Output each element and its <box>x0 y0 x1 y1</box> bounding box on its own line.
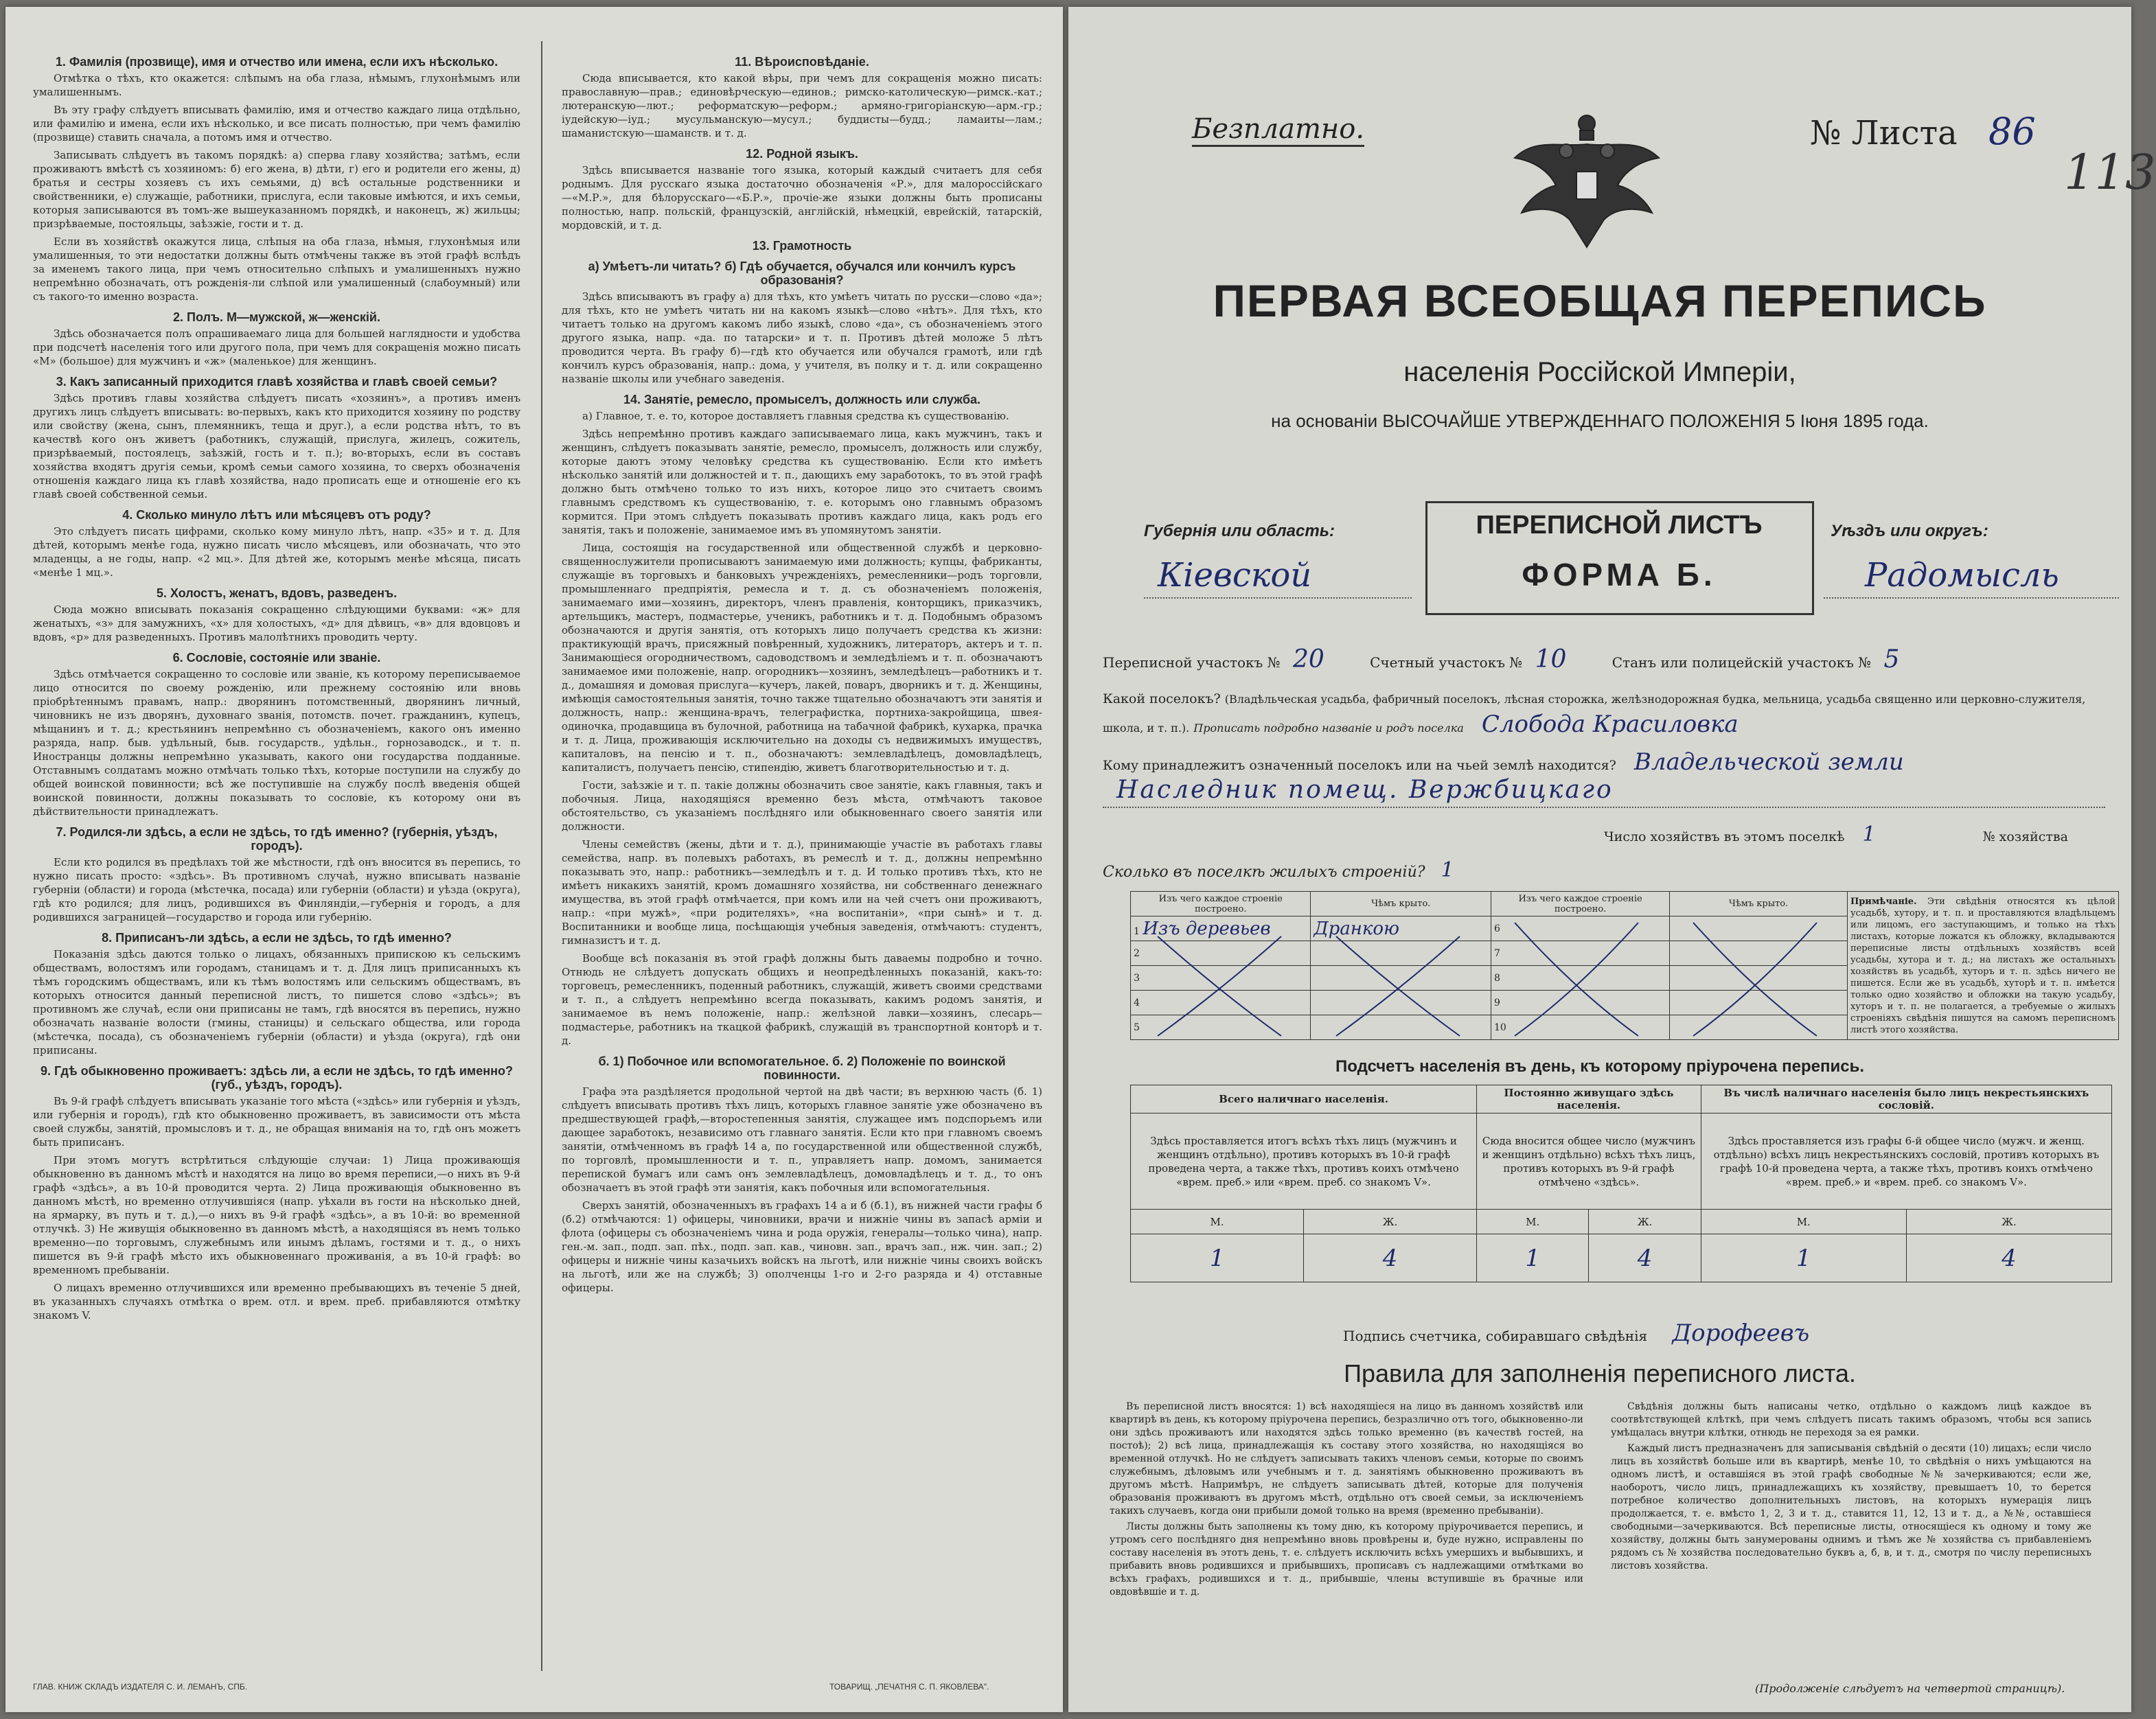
buildings-note: Примѣчаніе. Эти свѣдѣнія относятся къ цѣлой усадьбѣ, хутору, и т. п. и проставляются владѣльцемъ или лицомъ, его заступающимъ, и только на тѣхъ листахъ, которые ложатся къ обложку, вкладываются переписные листы отдѣльныхъ хозяйствъ всей усадьбы, хутора и т. д.; на листахъ же остальныхъ хозяйствъ въ усадьбѣ, хуторъ и т. п. здѣсь ничего не пишется. Если же въ усадьбѣ, хуторѣ и т. п. имѣется только одно хозяйство и обложки на такую усадьбу, хуторъ и т. п. не полагается, а требуемые о жилыхъ строеніяхъ свѣдѣнія пишутся на самомъ переписномъ листѣ этого хозяйства. <box>1847 892 2118 1040</box>
rule-paragraph: Въ переписной листъ вносятся: 1) всѣ находящіеся на лицо въ данномъ хозяйствѣ или квартирѣ въ день, къ которому пріурочена перепись, безразлично отъ того, обыкновенно-ли они здѣсь проживаютъ или находятся здѣсь только временно (въ качествѣ гостей, на постоѣ); 2) всѣ лица, принадлежащія къ составу этого хозяйства, но находящіяся во временной отлучкѣ. Но не слѣдуетъ записывать такихъ членовъ семьи, которые по своимъ служебнымъ, дѣловымъ или учебнымъ и т. д. занятіямъ обыкновенно проживаютъ въ другомъ мѣстѣ. Напримѣръ, не слѣдуетъ записывать дѣтей, которые для полученія образованія проживаютъ въ другомъ мѣстѣ, отдѣльно отъ своей семьи, за исключеніемъ такихъ случаевъ, когда они прибыли домой только на время (временно пребываніи). <box>1110 1401 1583 1516</box>
buildings-row: Сколько въ поселкѣ жилыхъ строеній? 1 <box>1103 858 1454 882</box>
instruction-paragraph: Если въ хозяйствѣ окажутся лица, слѣпыя на оба глаза, нѣмыя, глухонѣмыя или умалишенныя, то эти недостатки должны быть отмѣчены также въ этой графѣ вслѣдъ за именемъ такого лица, при чемъ относительно слѣпыхъ и умалишенныхъ нужно непремѣнно обозначать, отъ рожденія-ли слѣпой или умалишенный (слабоумный) или съ такого-то именно возраста. <box>33 235 520 303</box>
pop-head-present: Всего наличнаго населенія. <box>1131 1085 1477 1114</box>
permanent-women-value: 4 <box>1589 1234 1701 1282</box>
instruction-paragraph: Вообще всѣ показанія въ этой графѣ должны быть даваемы подробно и точно. Отнюдь не слѣдуетъ допускать общихъ и неопредѣленныхъ показаній, какъ-то: торговецъ, ремесленникъ, поденный работникъ, служащій, живетъ своими средствами и т. п., а слѣдуетъ непремѣнно всегда показывать, какимъ родомъ занятія, и занимаемое въ немъ положеніе, напр.: желѣзной лавки—хозяинъ, слесарь—подмастерье, работникъ на ткацкой фабрикѣ, служащій въ транспортной конторѣ и т. д. <box>562 952 1042 1047</box>
instructions-column-1 <box>33 48 520 1326</box>
rule-paragraph: Листы должны быть заполнены къ тому дню, къ которому пріурочивается перепись, и утромъ сего послѣдняго дня непремѣнно вновь провѣрены и, буде нужно, исправлены по составу населенія въ этотъ день, т. е. слѣдуетъ исключить всѣхъ умершихъ и выбывшихъ, и прибавить вновь родившихся и прибывшихъ, прописавъ съ надлежащими отмѣтками во всѣхъ графахъ, родившихся и т. д., прибывшіе, члены вступившіе въ брачные или овдовѣвшіе и т. д. <box>1110 1521 1583 1597</box>
pop-desc-permanent: Сюда вносится общее число (мужчинъ и женщинъ отдѣльно) всѣхъ тѣхъ лицъ, противъ которыхъ въ 9-й графѣ отмѣчено «здѣсь». <box>1477 1114 1701 1210</box>
permanent-men-value: 1 <box>1477 1234 1589 1282</box>
owner-value-1: Владельческой земли <box>1633 748 1904 776</box>
nonpeasant-men-value: 1 <box>1701 1234 1906 1282</box>
instruction-heading: 7. Родился-ли здѣсь, а если не здѣсь, то гдѣ именно? (губернія, уѣздъ, городъ). <box>56 825 498 853</box>
population-table: Всего наличнаго населенія. Постоянно живущаго здѣсь населенія. Въ числѣ наличнаго населенія было лицъ некрестьянскихъ сословій. Здѣсь проставляется итогъ всѣхъ тѣхъ лицъ (мужчинъ и женщинъ отдѣльно), противъ которыхъ въ 10-й графѣ проведена черта, а также тѣхъ, противъ коихъ отмѣчено «врем. преб.» или «врем. преб. со знакомъ V». Сюда вносится общее число (мужчинъ и женщинъ отдѣльно) всѣхъ тѣхъ лицъ, противъ которыхъ въ 9-й графѣ отмѣчено «здѣсь». Здѣсь проставляется изъ графы 6-й общее число (мужч. и женщ. отдѣльно) всѣхъ лицъ некрестьянскихъ сословій, противъ которыхъ въ графѣ 10-й проведена черта, а также тѣхъ, противъ коихъ отмѣчено «врем. преб.» и «врем. преб. со знакомъ V». М. Ж. М. Ж. М. Ж. 1 4 1 4 1 4 <box>1130 1085 2112 1282</box>
free-stamp: Безплатно. <box>1192 113 1364 147</box>
bld-row-1: 1 Изъ деревьев <box>1131 916 1311 941</box>
instruction-paragraph: Въ эту графу слѣдуетъ вписывать фамилію, имя и отчество каждаго лица отдѣльно, или фамилію и имена, если ихъ нѣсколько, и все писать полностью, при чемъ фамилію (прозвище) ставить сначала, а потомъ имя и отчество. <box>33 104 520 143</box>
instruction-paragraph: Здѣсь отмѣчается сокращенно то сословіе или званіе, къ которому переписываемое лицо относится по своему рожденію, или прежнему состоянію или вновь пріобрѣтеннымъ правамъ, напр.: дворянинъ потомственный, дворянинъ личный, чиновникъ не изъ дворянъ, духовнаго званія, потомств. почет. гражданинъ, купецъ, мѣщанинъ и т. д.; крестьянинъ непремѣнно съ обозначеніемъ, какого онъ именно разряда, напр. быв. удѣльный, быв. государств., удѣльн., горнозаводск., и т. п. Иностранцы должны непремѣнно указывать, какого они государства подданные. Отставнымъ солдатамъ можно отмѣчать только тѣхъ, которые поступили на службу до общей воинской повинности; всѣ же поступившіе на службу послѣ введенія общей воинской повинности, должны показывать то сословіе, къ которому они въ дѣйствительности принадлежатъ. <box>33 668 520 818</box>
instruction-heading: 3. Какъ записанный приходится главѣ хозяйства и главѣ своей семьи? <box>56 375 498 389</box>
instruction-paragraph: При этомъ могутъ встрѣтиться слѣдующіе случаи: 1) Лица проживающія обыкновенно въ данномъ мѣстѣ и находятся на лицо во время переписи,—о нихъ въ 9-й графѣ «здѣсь», а въ 10-й проводится черта. 2) Лица проживающія обыкновенно въ данномъ мѣстѣ, но временно отлучившіяся (напр. уѣхали въ гости на нѣсколько дней, на ярмарку, въ путь и т. д.),—о нихъ въ 9-й графѣ «здѣсь», а въ 10-й: во временной отлучкѣ. 3) Не живущія обыкновенно въ данномъ мѣстѣ, а находящіяся въ немъ только временно—по торговымъ, служебнымъ или инымъ дѣламъ, гостями и т. д., о нихъ пишется въ 9-й графѣ мѣсто ихъ обыкновеннаго проживанія, а въ 10-й графѣ: во временномъ пребываніи. <box>33 1154 520 1276</box>
census-title: ПЕРВАЯ ВСЕОБЩАЯ ПЕРЕПИСЬ <box>1213 275 1987 326</box>
instruction-paragraph: Сюда вписывается, кто какой вѣры, при чемъ для сокращенія можно писать: православную—прав.; единовѣрческую—единов.; римско-католическую—римск.-кат.; лютеранскую—лют.; реформатскую—реформ.; армяно-григоріанскую—арм.-гр.; іудейскую—іуд.; мусульманскую—мусул.; буддисты—будд.; ламаиты—лам.; шаманистскую—шаманств. и т. д. <box>562 72 1042 139</box>
rules-left-column <box>1110 1400 1583 1602</box>
pop-head-permanent: Постоянно живущаго здѣсь населенія. <box>1477 1085 1701 1114</box>
instruction-paragraph: Гости, заѣзжіе и т. п. такіе должны обозначить свое занятіе, какъ главныя, такъ и побочныя. Лица, находящіяся временно безъ мѣста, отмѣчаютъ таковое обстоятельство, съ указаніемъ послѣдняго или обыкновеннаго своего занятія или должности. <box>562 779 1042 833</box>
bld-head-material-2: Изъ чего каждое строеніе построено. <box>1491 892 1670 916</box>
buildings-cross-out <box>1130 916 1844 1039</box>
instruction-paragraph: Здѣсь обозначается полъ опрашиваемаго лица для большей наглядности и удобства при подсчетѣ населенія того или другого пола, при чемъ для сокращенія можно писать «М» (большое) для мужчинъ и «ж» (маленькое) для женщинъ. <box>33 327 520 367</box>
buildings-value: 1 <box>1441 858 1454 882</box>
instruction-heading: а) Умѣетъ-ли читать? б) Гдѣ обучается, обучался или кончилъ курсъ образованія? <box>588 259 1016 287</box>
census-subtitle: населенія Россійской Имперіи, <box>1403 357 1796 387</box>
sheet-number-label: № Листа 86 <box>1810 110 2036 153</box>
households-row: Число хозяйствъ въ этомъ поселкѣ 1 № хозяйства <box>1604 822 2068 846</box>
instruction-paragraph: Записывать слѣдуетъ въ такомъ порядкѣ: а) сперва главу хозяйства; затѣмъ, если проживаютъ вмѣстѣ съ хозяиномъ: б) его жена, в) дѣти, г) его и родители его жены, д) братья и сестры хозяевъ съ ихъ семьями, д) всѣ остальные родственники и свойственники, е) служащіе, работники, прислуга, если таковые имѣются, и ихъ семьи, которыя записываются въ томъ-же вышеуказанномъ порядкѣ, и наконецъ, ж) жильцы; призрѣваемые, постояльцы, заѣзжіе, гости и т. д. <box>33 149 520 230</box>
instruction-paragraph: Это слѣдуетъ писать цифрами, сколько кому минуло лѣтъ, напр. «35» и т. д. Для дѣтей, которымъ менѣе года, нужно писать число мѣсяцевъ, или обозначать, что это младенцы, а не годы, напр. «2 мц.». Для дѣтей же, которымъ менѣе мѣсяца, писать «менѣе 1 мц.». <box>33 525 520 579</box>
instruction-paragraph: Здѣсь вписывается названіе того языка, который каждый считаетъ для себя роднымъ. Для русскаго языка достаточно обозначенія «Р.», для малороссійскаго—«М.Р.», для бѣлорусскаго—«Б.Р.», прочіе-же языки должны быть прописаны полностью, напр. польскій, французскій, англійскій, нѣмецкій, еврейскій, татарскій, мордовскій, и т. д. <box>562 164 1042 231</box>
instruction-paragraph: Здѣсь противъ главы хозяйства слѣдуетъ писать «хозяинъ», а противъ именъ другихъ лицъ слѣдуетъ вписывать: во-первыхъ, какъ кто приходится хозяину по родству или свойству (жена, сынъ, племянникъ, теща и друг.), а если родства нѣтъ, то въ качествѣ кого онъ живетъ (работникъ, служащій, прислуга, жилецъ, сожитель, призрѣваемый, постоялецъ, заѣзжій, гость и т. п.); во-вторыхъ, если въ составъ хозяйства входятъ другія семьи, кромѣ семьи самого хозяина, то сверхъ обозначенія отношенія каждаго лица къ главѣ хозяйства, надо прописать еще и отношеніе его къ главѣ своей собственной семьи. <box>33 392 520 500</box>
bld-head-roof: Чѣмъ крыто. <box>1311 892 1491 916</box>
instruction-paragraph: Лица, состоящія на государственной или общественной службѣ и церковно-священнослужители прописываютъ занимаемую ими должность; купцы, фабриканты, служащіе въ торговыхъ и банковыхъ учрежденіяхъ, ремесленники—родъ торговли, промышленнаго предпріятія, ремесла и т. д. съ обозначеніемъ положенія, занимаемаго ими—хозяинъ, директоръ, членъ правленія, конторщикъ, приказчикъ, артельщикъ, мастеръ, подмастерье, ученикъ, работникъ и т. д. Подобнымъ образомъ обозначаются и другія занятія, отъ которыхъ лицо получаетъ средства къ жизни: практикующій врачъ, присяжный повѣренный, художникъ, литераторъ, актеръ и т. п. Занимающіеся огородничествомъ, садоводствомъ и земледѣліемъ и т. п. обозначаютъ занимаемое ими положеніе, напр. огородникъ—хозяинъ, земледѣлецъ—работникъ и т. д., домашняя и домовая прислуга—кучеръ, лакей, поваръ, дворникъ и т. д. Женщины, имѣющія самостоятельныя занятія, точно также тщательно обозначаютъ эти занятія и должность, напр.: женщина-врачъ, телеграфистка, портниха-закройщица, швея-одиночка, продавщица въ булочной, работница на табачной фабрикѣ, кухарка, прачка и т. д. Лица, проживающія исключительно на доходы съ недвижимыхъ имуществъ, капиталовъ, на пенсію и т. п., обозначаютъ: землевладѣлецъ, домовладѣлецъ, капиталистъ, получаетъ пенсію, стипендію, живетъ благотворительностью и т. д. <box>562 542 1042 774</box>
rules-title: Правила для заполненія переписного листа. <box>1344 1359 1856 1387</box>
printer-imprint-right: ТОВАРИЩ. „ПЕЧАТНЯ С. П. ЯКОВЛЕВА". <box>829 1682 989 1692</box>
owner-value-2: Наследник помещ. Вержбицкаго <box>1116 776 1614 804</box>
rule-paragraph: Свѣдѣнія должны быть написаны четко, отдѣльно о каждомъ лицѣ каждое въ соотвѣтствующей клѣткѣ, при чемъ слѣдуетъ писать такимъ образомъ, чтобы вся запись умѣщалась внутри клѣтки, отнюдь не переходя за ея рамки. <box>1611 1401 2091 1438</box>
rules-right-column <box>1611 1400 2091 1576</box>
imperial-eagle-emblem-icon <box>1508 110 1666 254</box>
instructions-column-2 <box>562 48 1042 1299</box>
stan-value: 5 <box>1883 645 1900 673</box>
right-page-census-form <box>1068 7 2156 1712</box>
instruction-paragraph: Въ 9-й графѣ слѣдуетъ вписывать указаніе того мѣста («здѣсь» или губернія и уѣздъ, или губернія и городъ), гдѣ кто обыкновенно проживаетъ, въ зависимости отъ мѣста своей службы, занятій, промысловъ и т. д., не обращая вниманія на то, гдѣ онъ можетъ быть приписанъ. <box>33 1095 520 1149</box>
instruction-paragraph: Сверхъ занятій, обозначенныхъ въ графахъ 14 а и б (б.1), въ нижней части графы б (б.2) отмѣчаются: 1) офицеры, чиновники, врачи и нижніе чины въ запасѣ арміи и флота (офицеры съ обозначеніемъ чина и рода оружія, генералы—только чина), напр. ген.-м. зап., подп. зап. пѣх., подп. зап. кав., чиновн. зап., врачъ зап., нж. чин. зап.; 2) офицеры и нижніе чины казачьихъ войскъ на льготѣ, или нижніе чины своихъ войскъ на льготѣ, или же на службѣ; 3) ополченцы 1-го и 2-го разряда и 4) отставные офицеры. <box>562 1199 1042 1294</box>
pop-desc-nonpeasant: Здѣсь проставляется изъ графы 6-й общее число (мужч. и женщ. отдѣльно) всѣхъ лицъ некрестьянскихъ сословій, противъ которыхъ въ графѣ 10-й проведена черта, а также тѣхъ, противъ коихъ отмѣчено «врем. преб.» и «врем. преб. со знакомъ V». <box>1701 1114 2111 1210</box>
instruction-heading: 2. Полъ. М—мужской, ж—женскій. <box>173 310 380 324</box>
instruction-paragraph: Сюда можно вписывать показанія сокращенно слѣдующими буквами: «ж» для женатыхъ, «з» для замужнихъ, «х» для холостыхъ, «д» для дѣвицъ, «в» для вдовцовъ и вдовъ, «р» для разведенныхъ. Противъ малолѣтнихъ проводить черту. <box>33 603 520 643</box>
printer-imprint-left: ГЛАВ. КНИЖ СКЛАДЪ ИЗДАТЕЛЯ С. И. ЛЕМАНЪ, СПБ. <box>33 1682 248 1692</box>
instruction-heading: 8. Приписанъ-ли здѣсь, а если не здѣсь, то гдѣ именно? <box>102 931 452 945</box>
form-label: ФОРМА Б. <box>1522 557 1717 592</box>
settlement-row: Какой поселокъ? (Владѣльческая усадьба, фабричный поселокъ, лѣсная сторожка, желѣзнодорожная будка, мельница, усадьба священно или церковно-служителя, школа, и т. п.). Прописать подробно названіе и родъ поселка Слобода Красиловка <box>1103 691 2086 738</box>
population-count-title: Подсчетъ населенія въ день, къ которому пріурочена перепись. <box>1335 1057 1864 1076</box>
gubernia-value: Кіевской <box>1158 556 1312 595</box>
header-region-row <box>1137 501 2126 618</box>
archive-margin-number: 113 <box>2064 144 2156 200</box>
instruction-heading: 1. Фамилія (прозвище), имя и отчество или имена, если ихъ нѣсколько. <box>55 55 498 69</box>
instruction-paragraph: Здѣсь непремѣнно противъ каждаго записываемаго лица, какъ мужчинъ, такъ и женщинъ, слѣдуетъ показывать занятіе, ремесло, промыселъ, должность или службу, которые даютъ этому человѣку средства къ существованію. Если кто имѣетъ нѣсколько занятій или должностей и т. п., дающихъ ему заработокъ, то въ этой графѣ должно быть отмѣчено только то изъ нихъ, которое лицо это считаетъ своимъ главнымъ средствомъ къ существованію, т. е. которымъ оно главнымъ образомъ кормится. При этомъ слѣдуетъ показывать противъ каждаго лица, какъ родъ его занятія, такъ и положеніе, занимаемое имъ въ упомянутомъ занятіи. <box>562 428 1042 536</box>
uezd-value: Радомысль <box>1865 556 2059 595</box>
instruction-heading: 13. Грамотность <box>752 239 852 253</box>
left-page-instructions <box>5 7 1063 1712</box>
bld-head-material: Изъ чего каждое строеніе построено. <box>1131 892 1311 916</box>
instruction-paragraph: Графа эта раздѣляется продольной чертой на двѣ части; въ верхнюю часть (б. 1) слѣдуетъ вписывать противъ тѣхъ лицъ, которыхъ главное занятіе уже обозначено въ предшествующей графѣ,—второстепенныя занятія, служащее имъ подспорьемъ или дающее заработокъ, независимо отъ главнаго занятія. Если кто при главномъ своемъ занятіи, отмѣченномъ въ графѣ 14 а, по государственной или общественной службѣ, по торговлѣ, промышленности и т. п., управляетъ напр. домомъ, занимается перепиской бумагъ или самъ онъ землевладѣлецъ, домовладѣлецъ и т. д., то онъ обозначаетъ въ этой графѣ эти занятія, какъ побочныя или вспомогательныя. <box>562 1085 1042 1194</box>
rule-paragraph: Каждый листъ предназначенъ для записыванія свѣдѣній о десяти (10) лицахъ; если число лицъ въ хозяйствѣ больше или въ квартирѣ, менѣе 10, то свѣдѣнія о нихъ умѣщаются на одномъ листѣ, и оставшіяся въ этой графѣ свободные №№ зачеркиваются; если же, наоборотъ, число лицъ, принадлежащихъ къ хозяйству, превышаетъ 10, то берется потребное количество дополнительныхъ листовъ, на которыхъ нумерація лицъ продолжается, т. е. вмѣсто 1, 2, 3 и т. д., ставится 11, 12, 13 и т. д., а №№, оставшіеся свободными—зачеркиваются. Всѣ переписные листы, относящіеся къ одному и тому же хозяйству, должны быть занумерованы однимъ и тѣмъ же № хозяйства съ прибавленіемъ рядомъ съ № хозяйства последовательно буквъ а, б, в, и т. д., смотря по числу переписныхъ листовъ хозяйства. <box>1611 1443 2091 1571</box>
households-value: 1 <box>1862 822 1876 846</box>
instruction-heading: б. 1) Побочное или вспомогательное. б. 2) Положеніе по воинской повинности. <box>598 1054 1006 1082</box>
owner-row: Кому принадлежитъ означенный поселокъ или на чьей землѣ находится? Владельческой земли <box>1103 748 1904 776</box>
bld-head-roof-2: Чѣмъ крыто. <box>1670 892 1848 916</box>
instruction-paragraph: Показанія здѣсь даются только о лицахъ, обязанныхъ припискою къ сельскимъ обществамъ, волостямъ или городамъ, станицамъ и т. д. Для лицъ приписанныхъ къ тѣмъ городскимъ обществамъ, или къ тѣмъ волостямъ или сельскимъ обществамъ, въ которыхъ относится данный переписной листъ, то пишется слово «здѣсь»; въ противномъ же случаѣ, если они приписаны не тамъ, гдѣ вносятся въ перепись, нужно обозначать названіе волости (гмины, станицы) и сельскаго общества, или города (мѣстечка, посада), съ обозначеніемъ губерніи (области) и уѣзда (округа), гдѣ они приписаны. <box>33 948 520 1057</box>
settlement-value: Слобода Красиловка <box>1481 711 1739 738</box>
instruction-paragraph: Отмѣтка о тѣхъ, кто окажется: слѣпымъ на оба глаза, нѣмымъ, глухонѣмымъ или умалишеннымъ. <box>33 72 520 98</box>
instruction-paragraph: Если кто родился въ предѣлахъ той же мѣстности, гдѣ онъ вносится въ перепись, то нужно писать просто: «здѣсь». Въ противномъ случаѣ, нужно вписывать названіе губерніи (области) и города (мѣстечка, посада) или губерніи (области) и уѣзда (округа), гдѣ кто родился; для лицъ, родившихся въ Финляндіи,—губернія и городъ, а для родившихся заграницей—государство и города или губернію. <box>33 856 520 923</box>
instruction-heading: 4. Сколько минуло лѣтъ или мѣсяцевъ отъ роду? <box>122 508 431 522</box>
gubernia-label: Губернія или область: <box>1144 522 1335 540</box>
instruction-heading: 11. Вѣроисповѣданіе. <box>735 55 869 69</box>
continued-note: (Продолженіе слѣдуетъ на четвертой страницѣ). <box>1755 1682 2065 1695</box>
instruction-paragraph: О лицахъ временно отлучившихся или временно пребывающихъ въ теченіе 5 дней, въ указанныхъ случаяхъ отмѣтка о врем. отл. и врем. преб. прибавляются отмѣтку знакомъ V. <box>33 1282 520 1322</box>
count-district-value: 10 <box>1535 645 1567 673</box>
uezd-label: Уѣздъ или округъ: <box>1831 522 1988 540</box>
census-legal-basis: на основаніи ВЫСОЧАЙШЕ УТВЕРЖДЕННАГО ПОЛОЖЕНІЯ 5 Іюня 1895 года. <box>1271 411 1929 431</box>
enumerator-signature: Дорофеевъ <box>1672 1319 1810 1347</box>
column-divider <box>541 41 542 1671</box>
instruction-heading: 5. Холостъ, женатъ, вдовъ, разведенъ. <box>156 586 398 600</box>
present-women-value: 4 <box>1304 1234 1477 1282</box>
buildings-table: Изъ чего каждое строеніе построено. Чѣмъ крыто. Изъ чего каждое строеніе построено. Чѣмъ крыто. Примѣчаніе. Эти свѣдѣнія относятся къ цѣлой усадьбѣ, хутору, и т. п. и проставляются владѣльцемъ или лицомъ, его заступающимъ, и только на тѣхъ листахъ, которые ложатся къ обложку, вкладываются переписные листы отдѣльныхъ хозяйствъ всей усадьбы, хутора и т. д.; на листахъ же остальныхъ хозяйствъ въ усадьбѣ, хуторъ и т. п. здѣсь ничего не пишется. Если же въ усадьбѣ, хуторѣ и т. п. имѣется только одно хозяйство и обложки на такую усадьбу, хуторъ и т. п. не полагается, а требуемые о жилыхъ строеніяхъ свѣдѣнія пишутся на самомъ переписномъ листѣ этого хозяйства. 1 Изъ деревьев Дранкою 6 2 7 3 8 4 9 5 10 <box>1130 891 2119 1040</box>
instruction-heading: 9. Гдѣ обыкновенно проживаетъ: здѣсь ли, а если не здѣсь, то гдѣ именно? (губ., уѣздъ, городъ). <box>40 1064 513 1092</box>
pop-head-nonpeasant: Въ числѣ наличнаго населенія было лицъ некрестьянскихъ сословій. <box>1701 1085 2111 1114</box>
enumerator-signature-row: Подпись счетчика, собиравшаго свѣдѣнія Дорофеевъ <box>1343 1319 1810 1347</box>
pop-desc-present: Здѣсь проставляется итогъ всѣхъ тѣхъ лицъ (мужчинъ и женщинъ отдѣльно), противъ которыхъ въ 10-й графѣ проведена черта, а также тѣхъ, противъ коихъ отмѣчено «врем. преб.» или «врем. преб. со знакомъ V». <box>1131 1114 1477 1210</box>
instruction-heading: 6. Сословіе, состояніе или званіе. <box>172 651 381 665</box>
sheet-number-value: 86 <box>1988 110 2036 153</box>
nonpeasant-women-value: 4 <box>1906 1234 2111 1282</box>
district-value: 20 <box>1292 645 1324 673</box>
instruction-paragraph: а) Главное, т. е. то, которое доставляетъ главныя средства къ существованію. <box>582 410 1009 422</box>
district-row: Переписной участокъ № 20 Счетный участокъ № 10 Станъ или полицейскій участокъ № 5 <box>1103 645 1900 673</box>
instruction-paragraph: Члены семействъ (жены, дѣти и т. д.), принимающіе участіе въ работахъ главы семейства, напр. въ полевыхъ работахъ, въ ремеслѣ и т. д., должны непремѣнно показывать это, напр.: работникъ—земледѣлъ и т. д. И только противъ тѣхъ, кто не имѣетъ никакихъ занятій, кромъ домашняго хозяйства, ни собственнаго денежнаго имущества, въ этой графѣ отмѣчается, при комъ или на чей счетъ они проживаютъ, напр.: «при мужѣ», «при родителяхъ», «на воспитаніи», «при сынѣ» и т. д. Воспитанники и вообще лица, посѣщающія учебныя заведенія, отмѣчаютъ: студентъ, гимназистъ и т. д. <box>562 838 1042 947</box>
instruction-heading: 14. Занятіе, ремесло, промыселъ, должность или служба. <box>623 393 981 406</box>
instruction-paragraph: Здѣсь вписываютъ въ графу а) для тѣхъ, кто умѣетъ читать по русски—слово «да»; для тѣхъ, кто не умѣетъ читать ни на какомъ языкѣ—слово «нѣтъ». Для тѣхъ, кто читаетъ только на другомъ какомъ либо языкѣ, слово «да», съ обозначеніемъ этого другого языка, напр. «да. по татарски» и т. п. Противъ дѣтей моложе 5 лѣтъ проводится черта. Въ графу б)—гдѣ кто обучается или обучался грамотѣ, или гдѣ кончилъ курсъ образованія, напр.: дома, у учителя, въ полку и т. д. или сокращенно названіе школы или учебнаго заведенія. <box>562 290 1042 385</box>
instruction-heading: 12. Родной языкъ. <box>746 147 858 161</box>
list-title: ПЕРЕПИСНОЙ ЛИСТЪ <box>1476 511 1763 540</box>
present-men-value: 1 <box>1131 1234 1304 1282</box>
